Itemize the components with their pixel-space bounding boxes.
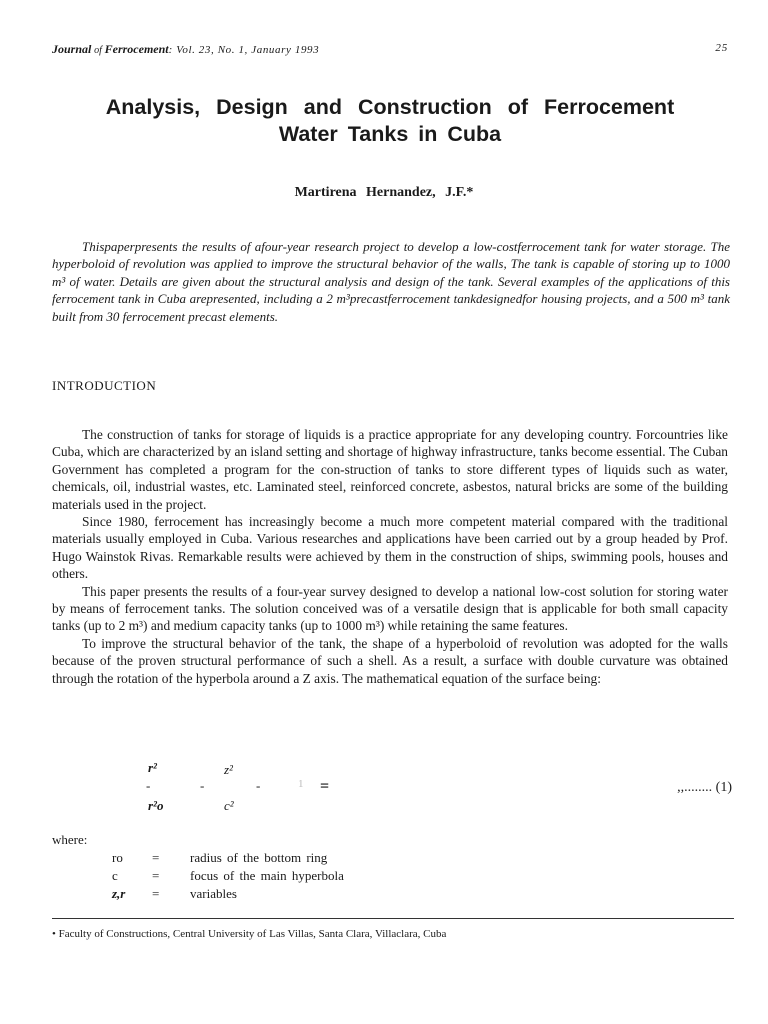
definition-row — [112, 850, 512, 868]
author: Martirena Hernandez, J.F.* — [294, 185, 474, 200]
definition-row — [112, 886, 512, 904]
paragraph: The construction of tanks for storage of liquids is a practice appropriate for any developing country. Forcountries like Cuba, which are characterized by an island setting and shortage of highway infrastructure, tanks become essential. The Cuban Government has completed a program for the con-struction of tanks to store different types of liquids such as water, chemicals, oil, industrial wastes, etc. Laminated steel, reinforced concrete, asbestos, natural bricks are some of the building materials used in the project. — [52, 427, 728, 512]
definition-text: radius of the bottom ring — [190, 850, 328, 865]
eq-equals: = — [320, 778, 330, 795]
equation-number: ,,........ (1) — [677, 780, 732, 795]
paragraph: This paper presents the results of a four-year survey designed to develop a national low-cost solution for storing water by means of ferrocement tanks. The solution conceived was of a versatile design that is applicable for both small capacity tanks (up to 2 m³) and medium capacity tanks (up to 1000 m³) while retaining the same features. — [52, 583, 728, 634]
journal-label: Journal — [52, 42, 92, 56]
paragraph: Since 1980, ferrocement has increasingly become a much more competent material compared with the traditional materials usually employed in Cuba. Various researches and applications have been carried out by a group headed by Prof. Hugo Wainstok Rivas. Remarkable results were achieved by them in the construction of ships, swimming pools, houses and others. — [52, 514, 728, 582]
eq-r-zero-squared: r²o — [148, 798, 164, 813]
eq-minus: - — [256, 778, 261, 793]
definition-equals: = — [152, 868, 160, 883]
running-header — [52, 42, 728, 60]
body-text — [52, 426, 728, 687]
eq-r-squared: r² — [148, 760, 157, 775]
paper-title — [60, 94, 720, 148]
section-heading: INTRODUCTION — [52, 378, 157, 393]
definition-symbol: ro — [112, 850, 123, 865]
definition-row — [112, 868, 512, 886]
footnote: • Faculty of Constructions, Central University of Las Villas, Santa Clara, Villaclara, Cuba — [52, 928, 447, 940]
definition-equals: = — [152, 886, 160, 901]
eq-c-squared: c² — [224, 798, 234, 813]
eq-minus: - — [200, 778, 205, 793]
definition-equals: = — [152, 850, 160, 865]
eq-one: 1 — [298, 778, 304, 790]
footnote-divider — [52, 918, 734, 919]
paragraph: To improve the structural behavior of the tank, the shape of a hyperboloid of revolution was adopted for the walls because of the proven structural performance of such a shell. As a result, a surface with double curvature was obtained through the rotation of the hyperbola around a Z axis. The mathematical equation of the surface being: — [52, 635, 728, 686]
abstract: Thispaperpresents the results of afour-year research project to develop a low-costferrocement tank for water storage. The hyperboloid of revolution was applied to improve the structural behavior of the walls, The tank is capable of storing up to 1000 m³ of water. Details are given about the structural analysis and design of the tank. Several examples of the applications of this ferrocement tank in Cuba arepresented, including a 2 m³precastferrocement tankdesignedfor housing projects, and a 500 m³ tank built from 30 ferrocement precast elements. — [52, 239, 730, 324]
page-number: 25 — [715, 42, 728, 54]
definition-text: variables — [190, 886, 237, 901]
definition-text: focus of the main hyperbola — [190, 868, 344, 883]
equation-1 — [0, 760, 768, 820]
journal-of: of — [94, 45, 102, 56]
title-line-1: Analysis, Design and Construction of Ferrocement — [105, 95, 675, 119]
definition-symbol: z,r — [112, 886, 126, 901]
variable-definitions — [112, 850, 512, 904]
eq-z-squared: z² — [224, 762, 233, 777]
journal-name: Ferrocement — [104, 42, 169, 56]
volume-info: : Vol. 23, No. 1, January 1993 — [168, 44, 320, 56]
definition-symbol: c — [112, 868, 118, 883]
where-label: where: — [52, 832, 88, 847]
title-line-2: Water Tanks in Cuba — [278, 122, 502, 146]
eq-minus: - — [146, 778, 151, 793]
